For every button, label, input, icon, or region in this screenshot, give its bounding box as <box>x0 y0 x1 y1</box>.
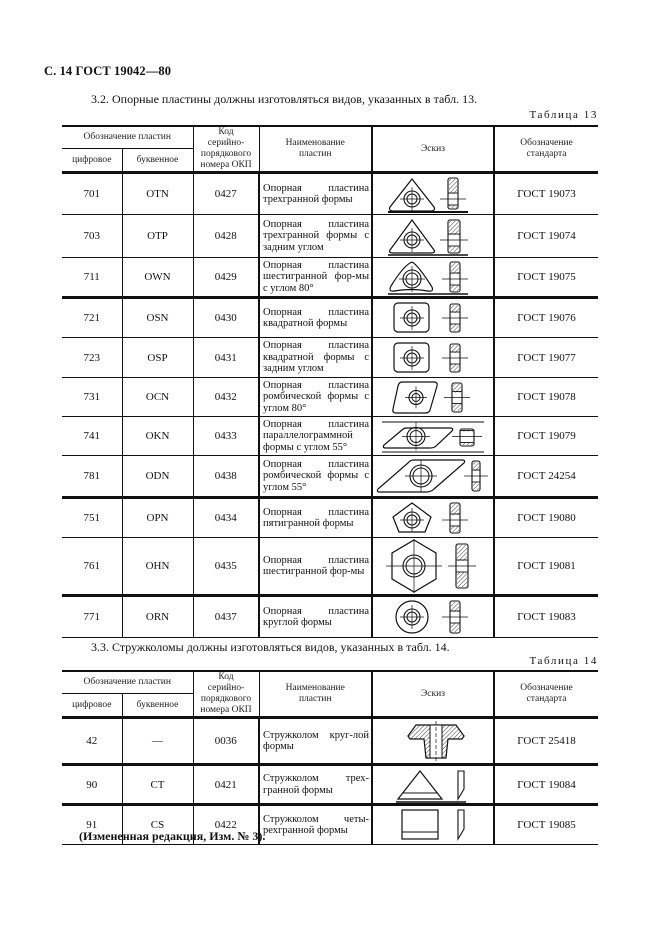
header-sketch: Эскиз <box>372 671 494 718</box>
cell-letter: CT <box>122 765 193 805</box>
table-row <box>62 173 598 215</box>
cell-standard: ГОСТ 19079 <box>494 417 598 456</box>
header-name: Наименование пластин <box>259 671 372 718</box>
cell-name: Опорная пластина шестигранной фор-мы <box>259 538 372 596</box>
cell-letter: CS <box>122 805 193 845</box>
cell-name: Опорная пластина трехгранной формы <box>259 173 372 215</box>
square-relief-insert-icon <box>374 340 492 376</box>
cell-standard: ГОСТ 19077 <box>494 338 598 378</box>
section-3-3-text: 3.3. Стружколомы должны изготовляться видов, указанных в табл. 14. <box>91 640 450 654</box>
cell-name: Опорная пластина ромбической формы с углом 55° <box>259 456 372 498</box>
cell-digital: 771 <box>62 596 122 638</box>
cell-digital: 731 <box>62 378 122 417</box>
section-3-2-text: 3.2. Опорные пластины должны изготовляться видов, указанных в табл. 13. <box>91 92 478 106</box>
cell-digital: 91 <box>62 805 122 845</box>
table-row <box>62 338 598 378</box>
cell-name: Опорная пластина пятигранной формы <box>259 498 372 538</box>
cell-standard: ГОСТ 19084 <box>494 765 598 805</box>
cell-sketch <box>372 417 494 456</box>
triangle-relief-insert-icon <box>374 217 492 256</box>
round-insert-icon <box>374 598 492 636</box>
cell-digital: 751 <box>62 498 122 538</box>
rhombus-55-insert-icon <box>374 457 492 495</box>
cell-letter: OTP <box>122 215 193 258</box>
cell-okp-code: 0430 <box>193 298 259 338</box>
cell-sketch <box>372 338 494 378</box>
header-digital: цифровое <box>62 149 122 173</box>
header-designation: Обозначение пластин <box>62 671 193 694</box>
cell-name: Опорная пластина квадратной формы с задним углом <box>259 338 372 378</box>
cell-sketch <box>372 298 494 338</box>
cell-sketch <box>372 456 494 498</box>
header-letter: буквенное <box>122 149 193 173</box>
cell-name: Стружколом круг-лой формы <box>259 718 372 765</box>
cell-sketch <box>372 258 494 298</box>
cell-letter: ODN <box>122 456 193 498</box>
cell-name: Стружколом трех-гранной формы <box>259 765 372 805</box>
table-row <box>62 765 598 805</box>
cell-okp-code: 0036 <box>193 718 259 765</box>
cell-name: Опорная пластина шестигранной фор-мы с углом 80° <box>259 258 372 298</box>
cell-digital: 711 <box>62 258 122 298</box>
cell-okp-code: 0421 <box>193 765 259 805</box>
table-row <box>62 538 598 596</box>
table-row <box>62 417 598 456</box>
header-okp-code: Код серийно-порядкового номера ОКП <box>193 671 259 718</box>
cell-letter: OWN <box>122 258 193 298</box>
cell-sketch <box>372 173 494 215</box>
cell-name: Опорная пластина параллелограммной формы с углом 55° <box>259 417 372 456</box>
cell-standard: ГОСТ 19073 <box>494 173 598 215</box>
cell-okp-code: 0438 <box>193 456 259 498</box>
trigon-insert-icon <box>374 259 492 295</box>
cell-name: Опорная пластина квадратной формы <box>259 298 372 338</box>
cell-letter: OCN <box>122 378 193 417</box>
cell-okp-code: 0434 <box>193 498 259 538</box>
hexagon-insert-icon <box>374 539 492 593</box>
table-row <box>62 298 598 338</box>
cell-okp-code: 0433 <box>193 417 259 456</box>
cell-name: Стружколом четы-рехгранной формы <box>259 805 372 845</box>
rhombus-80-insert-icon <box>374 380 492 415</box>
cell-letter: OKN <box>122 417 193 456</box>
square-insert-icon <box>374 300 492 336</box>
cell-okp-code: 0429 <box>193 258 259 298</box>
cell-okp-code: 0422 <box>193 805 259 845</box>
cell-standard: ГОСТ 19078 <box>494 378 598 417</box>
header-letter: буквенное <box>122 694 193 718</box>
cell-name: Опорная пластина круглой формы <box>259 596 372 638</box>
cell-name: Опорная пластина ромбической формы с углом 80° <box>259 378 372 417</box>
cell-okp-code: 0428 <box>193 215 259 258</box>
table-14 <box>62 670 598 845</box>
parallelogram-insert-icon <box>374 419 492 454</box>
header-name: Наименование пластин <box>259 126 372 173</box>
cell-okp-code: 0431 <box>193 338 259 378</box>
table-row <box>62 596 598 638</box>
header-designation: Обозначение пластин <box>62 126 193 149</box>
cell-sketch <box>372 805 494 845</box>
cell-letter: ORN <box>122 596 193 638</box>
triangle-chipbreaker-icon <box>374 767 492 803</box>
cell-digital: 761 <box>62 538 122 596</box>
cell-standard: ГОСТ 19076 <box>494 298 598 338</box>
cell-digital: 703 <box>62 215 122 258</box>
table-row <box>62 215 598 258</box>
cell-okp-code: 0435 <box>193 538 259 596</box>
cell-standard: ГОСТ 19080 <box>494 498 598 538</box>
cell-letter: OHN <box>122 538 193 596</box>
page-header: С. 14 ГОСТ 19042—80 <box>44 64 172 78</box>
cell-sketch <box>372 378 494 417</box>
cell-okp-code: 0427 <box>193 173 259 215</box>
cell-digital: 701 <box>62 173 122 215</box>
header-sketch: Эскиз <box>372 126 494 173</box>
header-standard: Обозначение стандарта <box>494 126 598 173</box>
pentagon-insert-icon <box>374 500 492 536</box>
header-okp-code: Код серийно-порядкового номера ОКП <box>193 126 259 173</box>
cell-letter: OSN <box>122 298 193 338</box>
cell-standard: ГОСТ 25418 <box>494 718 598 765</box>
cell-letter: OPN <box>122 498 193 538</box>
cell-letter: OSP <box>122 338 193 378</box>
cell-standard: ГОСТ 19075 <box>494 258 598 298</box>
cell-digital: 741 <box>62 417 122 456</box>
cell-digital: 42 <box>62 718 122 765</box>
cell-digital: 781 <box>62 456 122 498</box>
cell-letter: — <box>122 718 193 765</box>
cell-name: Опорная пластина трехгранной формы с задним углом <box>259 215 372 258</box>
cell-sketch <box>372 596 494 638</box>
header-digital: цифровое <box>62 694 122 718</box>
cell-sketch <box>372 215 494 258</box>
table-row <box>62 456 598 498</box>
cell-standard: ГОСТ 19081 <box>494 538 598 596</box>
table-14-caption: Таблица 14 <box>529 655 598 667</box>
table-row <box>62 718 598 765</box>
amendment-note: (Измененная редакция, Изм. № 3). <box>79 829 266 843</box>
cell-digital: 723 <box>62 338 122 378</box>
cell-okp-code: 0437 <box>193 596 259 638</box>
cell-sketch <box>372 498 494 538</box>
cell-sketch <box>372 765 494 805</box>
round-chipbreaker-icon <box>374 720 492 763</box>
cell-standard: ГОСТ 19074 <box>494 215 598 258</box>
cell-okp-code: 0432 <box>193 378 259 417</box>
cell-standard: ГОСТ 19083 <box>494 596 598 638</box>
table-row <box>62 498 598 538</box>
table-13-caption: Таблица 13 <box>529 109 598 121</box>
square-chipbreaker-icon <box>374 807 492 843</box>
table-row <box>62 258 598 298</box>
cell-letter: OTN <box>122 173 193 215</box>
table-13 <box>62 125 598 638</box>
cell-sketch <box>372 538 494 596</box>
cell-digital: 90 <box>62 765 122 805</box>
cell-standard: ГОСТ 19085 <box>494 805 598 845</box>
triangle-insert-icon <box>374 175 492 213</box>
cell-standard: ГОСТ 24254 <box>494 456 598 498</box>
header-standard: Обозначение стандарта <box>494 671 598 718</box>
table-row <box>62 378 598 417</box>
cell-digital: 721 <box>62 298 122 338</box>
cell-sketch <box>372 718 494 765</box>
